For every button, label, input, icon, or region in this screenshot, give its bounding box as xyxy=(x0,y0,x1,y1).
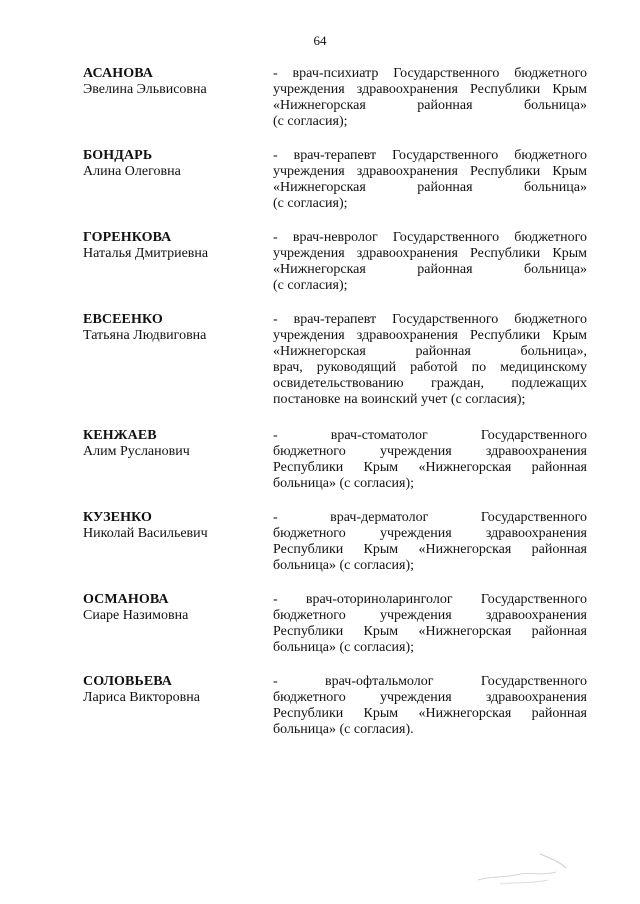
member-surname: СОЛОВЬЕВА xyxy=(83,674,173,689)
position-text-line: - врач-психиатр Государственного бюджетного xyxy=(273,66,587,81)
member-name-block xyxy=(83,312,263,344)
position-text-line: больница» (с согласия); xyxy=(273,558,415,573)
position-text-line: учреждения здравоохранения Республики Крым xyxy=(273,164,587,179)
position-text-line: постановке на воинский учет (с согласия); xyxy=(273,392,526,407)
member-position-description xyxy=(273,230,587,294)
member-name-block xyxy=(83,148,263,180)
position-text-line: «Нижнегорская районная больница» xyxy=(273,98,587,113)
position-text-line: больница» (с согласия); xyxy=(273,640,415,655)
position-text-line: (с согласия); xyxy=(273,278,348,293)
member-surname: КЕНЖАЕВ xyxy=(83,428,157,443)
member-name-block xyxy=(83,428,263,460)
member-position-description xyxy=(273,66,587,130)
position-text-line: бюджетного учреждения здравоохранения xyxy=(273,526,587,541)
position-text-line: врач, руководящий работой по медицинскому xyxy=(273,360,587,375)
position-text-line: «Нижнегорская районная больница» xyxy=(273,180,587,195)
member-given-names: Наталья Дмитриевна xyxy=(83,246,209,261)
member-given-names: Алим Русланович xyxy=(83,444,190,459)
member-given-names: Татьяна Людвиговна xyxy=(83,328,207,343)
position-text-line: бюджетного учреждения здравоохранения xyxy=(273,690,587,705)
member-given-names: Николай Васильевич xyxy=(83,526,208,541)
member-surname: БОНДАРЬ xyxy=(83,148,153,163)
member-surname: ОСМАНОВА xyxy=(83,592,169,607)
page-number: 64 xyxy=(313,33,327,48)
position-text-line: - врач-оториноларинголог Государственного xyxy=(273,592,587,607)
member-name-block xyxy=(83,674,263,706)
position-text-line: - врач-невролог Государственного бюджетного xyxy=(273,230,587,245)
position-text-line: «Нижнегорская районная больница» xyxy=(273,262,587,277)
position-text-line: «Нижнегорская районная больница», xyxy=(273,344,587,359)
member-name-block xyxy=(83,592,263,624)
member-surname: КУЗЕНКО xyxy=(83,510,152,525)
position-text-line: - врач-терапевт Государственного бюджетного xyxy=(273,312,587,327)
position-text-line: Республики Крым «Нижнегорская районная xyxy=(273,460,587,475)
position-text-line: - врач-дерматолог Государственного xyxy=(273,510,587,525)
position-text-line: учреждения здравоохранения Республики Крым xyxy=(273,246,587,261)
member-position-description xyxy=(273,510,587,574)
position-text-line: - врач-терапевт Государственного бюджетного xyxy=(273,148,587,163)
position-text-line: (с согласия); xyxy=(273,114,348,129)
position-text-line: Республики Крым «Нижнегорская районная xyxy=(273,706,587,721)
position-text-line: (с согласия); xyxy=(273,196,348,211)
member-position-description xyxy=(273,148,587,212)
member-given-names: Эвелина Эльвисовна xyxy=(83,82,207,97)
member-position-description xyxy=(273,428,587,492)
member-position-description xyxy=(273,674,587,738)
scan-artifact-mark xyxy=(470,850,580,890)
member-name-block xyxy=(83,510,263,542)
position-text-line: бюджетного учреждения здравоохранения xyxy=(273,608,587,623)
position-text-line: учреждения здравоохранения Республики Крым xyxy=(273,328,587,343)
member-given-names: Алина Олеговна xyxy=(83,164,181,179)
position-text-line: - врач-стоматолог Государственного xyxy=(273,428,587,443)
position-text-line: - врач-офтальмолог Государственного xyxy=(273,674,587,689)
member-surname: ЕВСЕЕНКО xyxy=(83,312,163,327)
member-surname: ГОРЕНКОВА xyxy=(83,230,172,245)
member-position-description xyxy=(273,312,587,408)
position-text-line: Республики Крым «Нижнегорская районная xyxy=(273,542,587,557)
member-position-description xyxy=(273,592,587,656)
position-text-line: больница» (с согласия). xyxy=(273,722,414,737)
member-name-block xyxy=(83,230,263,262)
position-text-line: Республики Крым «Нижнегорская районная xyxy=(273,624,587,639)
member-name-block xyxy=(83,66,263,98)
position-text-line: бюджетного учреждения здравоохранения xyxy=(273,444,587,459)
member-surname: АСАНОВА xyxy=(83,66,153,81)
member-given-names: Сиаре Назимовна xyxy=(83,608,189,623)
position-text-line: учреждения здравоохранения Республики Крым xyxy=(273,82,587,97)
position-text-line: больница» (с согласия); xyxy=(273,476,415,491)
member-given-names: Лариса Викторовна xyxy=(83,690,200,705)
position-text-line: освидетельствованию граждан, подлежащих xyxy=(273,376,587,391)
